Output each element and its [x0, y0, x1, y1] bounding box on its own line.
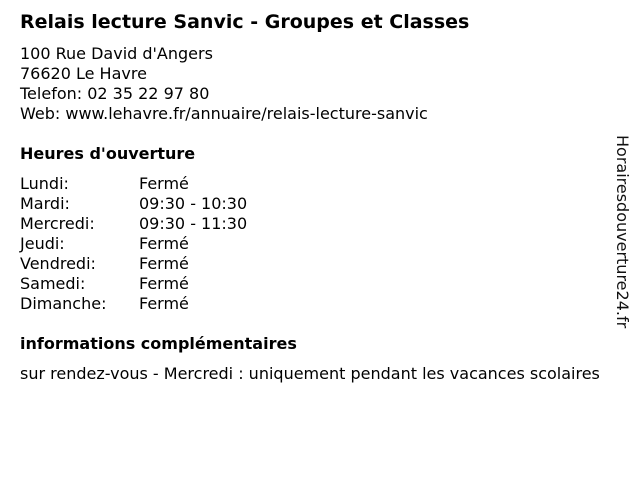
hours-row-wednesday — [20, 214, 247, 234]
day-label: Lundi: — [20, 174, 69, 193]
website-link[interactable]: Web: www.lehavre.fr/annuaire/relais-lecture-sanvic — [20, 104, 428, 123]
hours-value: 09:30 - 11:30 — [139, 214, 248, 233]
day-label: Vendredi: — [20, 254, 96, 273]
hours-value: Fermé — [139, 174, 189, 193]
phone-number: Telefon: 02 35 22 97 80 — [20, 84, 210, 103]
day-label: Samedi: — [20, 274, 86, 293]
opening-hours-table — [20, 174, 247, 314]
additional-info-heading: informations complémentaires — [20, 334, 297, 353]
address-block — [20, 44, 428, 124]
hours-row-thursday — [20, 234, 247, 254]
hours-row-friday — [20, 254, 247, 274]
day-label: Mercredi: — [20, 214, 95, 233]
hours-value: 09:30 - 10:30 — [139, 194, 248, 213]
hours-value: Fermé — [139, 234, 189, 253]
hours-row-saturday — [20, 274, 247, 294]
hours-row-sunday — [20, 294, 247, 314]
day-label: Jeudi: — [20, 234, 65, 253]
day-label: Dimanche: — [20, 294, 107, 313]
hours-value: Fermé — [139, 274, 189, 293]
street-address: 100 Rue David d'Angers — [20, 44, 213, 63]
hours-value: Fermé — [139, 294, 189, 313]
additional-info-text: sur rendez-vous - Mercredi : uniquement pendant les vacances scolaires — [20, 364, 600, 383]
hours-value: Fermé — [139, 254, 189, 273]
hours-row-tuesday — [20, 194, 247, 214]
day-label: Mardi: — [20, 194, 70, 213]
site-brand-watermark: Horairesdouverture24.fr — [613, 135, 632, 329]
hours-row-monday — [20, 174, 247, 194]
city-address: 76620 Le Havre — [20, 64, 147, 83]
opening-hours-heading: Heures d'ouverture — [20, 144, 196, 163]
page-title: Relais lecture Sanvic - Groupes et Classes — [20, 11, 470, 33]
